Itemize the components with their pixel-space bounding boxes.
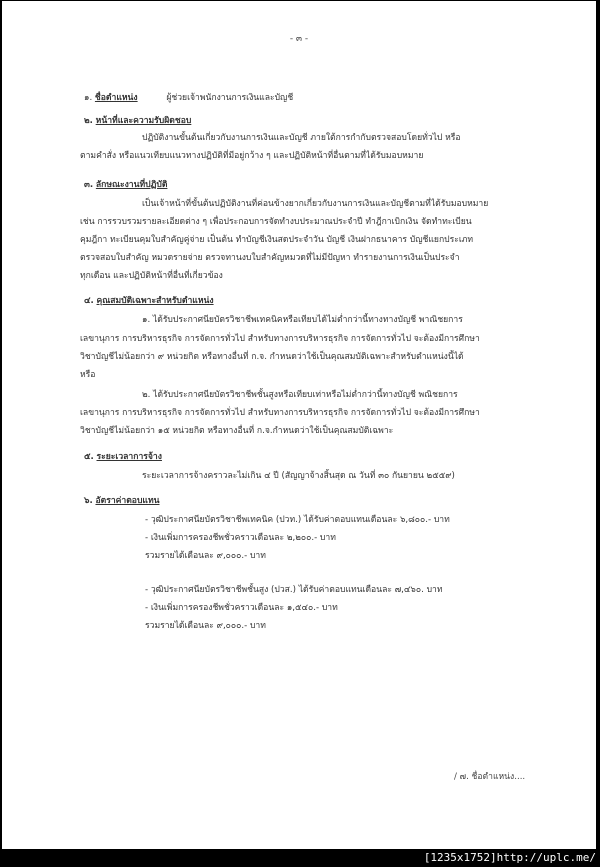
pay-line: - เงินเพิ่มการครองชีพชั่วคราวเดือนละ ๒,๒๐๐.- บาท: [145, 533, 336, 543]
pay-line: - วุฒิประกาศนียบัตรวิชาชีพเทคนิค (ปวท.) ได้รับค่าตอบแทนเดือนละ ๖,๘๐๐.- บาท: [145, 515, 450, 525]
section-1: [84, 92, 293, 105]
pay-line: - วุฒิประกาศนียบัตรวิชาชีพชั้นสูง (ปวส.) ได้รับค่าตอบแทนเดือนละ ๗,๔๖๐. บาท: [145, 585, 443, 595]
page-number: - ๓ -: [289, 34, 309, 44]
section-number: ๑.: [84, 93, 93, 103]
section-4-line: หรือ: [80, 370, 96, 380]
section-3-line: เป็นเจ้าหน้าที่ขั้นต้นปฏิบัติงานที่ค่อนข้างยากเกี่ยวกับงานการเงินและบัญชีตามที่ได้รับมอบหมาย: [142, 199, 489, 209]
section-number: ๒.: [84, 116, 93, 126]
pay-total: รวมรายได้เดือนละ ๙,๐๐๐.- บาท: [145, 621, 266, 631]
section-4-line: วิชาบัญชีไม่น้อยกว่า ๙ หน่วยกิต หรือทางอื่นที่ ก.จ. กำหนดว่าใช้เป็นคุณสมบัติเฉพาะสำหรับตำแหน่งนี้ได้: [80, 352, 464, 362]
continuation-note: / ๗. ชื่อตำแหน่ง....: [454, 772, 526, 782]
position-name: ผู้ช่วยเจ้าพนักงานการเงินและบัญชี: [166, 93, 294, 103]
section-4-line: ๑. ได้รับประกาศนียบัตรวิชาชีพเทคนิคหรือเทียบได้ไม่ต่ำกว่านี้ทางทางบัญชี พาณิชยการ: [142, 315, 463, 325]
watermark-link[interactable]: [1235x1752]http://uplc.me/: [423, 851, 596, 864]
section-3-heading: [84, 179, 167, 192]
section-2-heading: [84, 115, 191, 128]
section-5-line: ระยะเวลาการจ้างคราวละไม่เกิน ๔ ปี (สัญญาจ้างสิ้นสุด ณ วันที่ ๓๐ กันยายน ๒๕๕๙): [142, 471, 455, 481]
pay-line: - เงินเพิ่มการครองชีพชั่วคราวเดือนละ ๑,๕๔๐.- บาท: [145, 603, 338, 613]
section-4-line: เลขานุการ การบริหารธุรกิจ การจัดการทั่วไป สำหรับทางการบริหารธุรกิจ การจัดการทั่วไป จะต้องมีการศึกษา: [80, 334, 480, 344]
section-number: ๓.: [84, 180, 94, 190]
section-6-heading: [84, 495, 160, 508]
section-3-line: คุมฎีกา ทะเบียนคุมใบสำคัญคู่จ่าย เป็นต้น ทำบัญชีเงินสดประจำวัน บัญชี เงินฝากธนาคาร บัญชีแยกประเภท: [80, 235, 474, 245]
section-title: ลักษณะงานที่ปฏิบัติ: [95, 180, 168, 190]
document-page: [2, 1, 596, 849]
section-3-line: ทุกเดือน และปฏิบัติหน้าที่อื่นที่เกี่ยวข้อง: [80, 271, 223, 281]
section-3-line: ตรวจสอบใบสำคัญ หมวดรายจ่าย ตรวจทานงบใบสำคัญหมวดที่ไม่มีปัญหา ทำรายงานการเงินเป็นประจำ: [80, 253, 460, 263]
section-5-heading: [84, 451, 162, 464]
section-number: ๖.: [84, 496, 93, 506]
section-title: ชื่อตำแหน่ง: [94, 93, 138, 103]
section-title: ระยะเวลาการจ้าง: [96, 452, 162, 462]
section-4-line: วิชาบัญชีไม่น้อยกว่า ๑๕ หน่วยกิต หรือทางอื่นที่ ก.จ.กำหนดว่าใช้เป็นคุณสมบัติเฉพาะ: [80, 426, 394, 436]
section-title: อัตราค่าตอบแทน: [95, 496, 160, 506]
section-3-line: เช่น การรวบรวมรายละเอียดต่าง ๆ เพื่อประกอบการจัดทำงบประมาณประจำปี ทำฎีกาเบิกเงิน จัดทำทะเบียน: [80, 217, 472, 227]
section-number: ๕.: [84, 452, 94, 462]
section-4-heading: [84, 295, 214, 308]
section-4-line: ๒. ได้รับประกาศนียบัตรวิชาชีพชั้นสูงหรือเทียบเท่าหรือไม่ต่ำกว่านี้ทางบัญชี พณิชยการ: [142, 390, 458, 400]
section-2-line: ตามคำสั่ง หรือแนวเทียบแนวทางปฏิบัติที่มีอยู่กว้าง ๆ และปฏิบัติหน้าที่อื่นตามที่ได้รับมอบหมาย: [80, 151, 424, 161]
section-title: หน้าที่และความรับผิดชอบ: [95, 116, 192, 126]
section-4-line: เลขานุการ การบริหารธุรกิจ การจัดการทั่วไป สำหรับทางการบริหารธุรกิจ การจัดการทั่วไป จะต้องมีการศึกษา: [80, 408, 480, 418]
section-number: ๔.: [84, 296, 94, 306]
pay-total: รวมรายได้เดือนละ ๙,๐๐๐.- บาท: [145, 551, 266, 561]
section-2-line: ปฏิบัติงานขั้นต้นเกี่ยวกับงานการเงินและบัญชี ภายใต้การกำกับตรวจสอบโดยทั่วไป หรือ: [142, 133, 461, 143]
section-title: คุณสมบัติเฉพาะสำหรับตำแหน่ง: [96, 296, 214, 306]
